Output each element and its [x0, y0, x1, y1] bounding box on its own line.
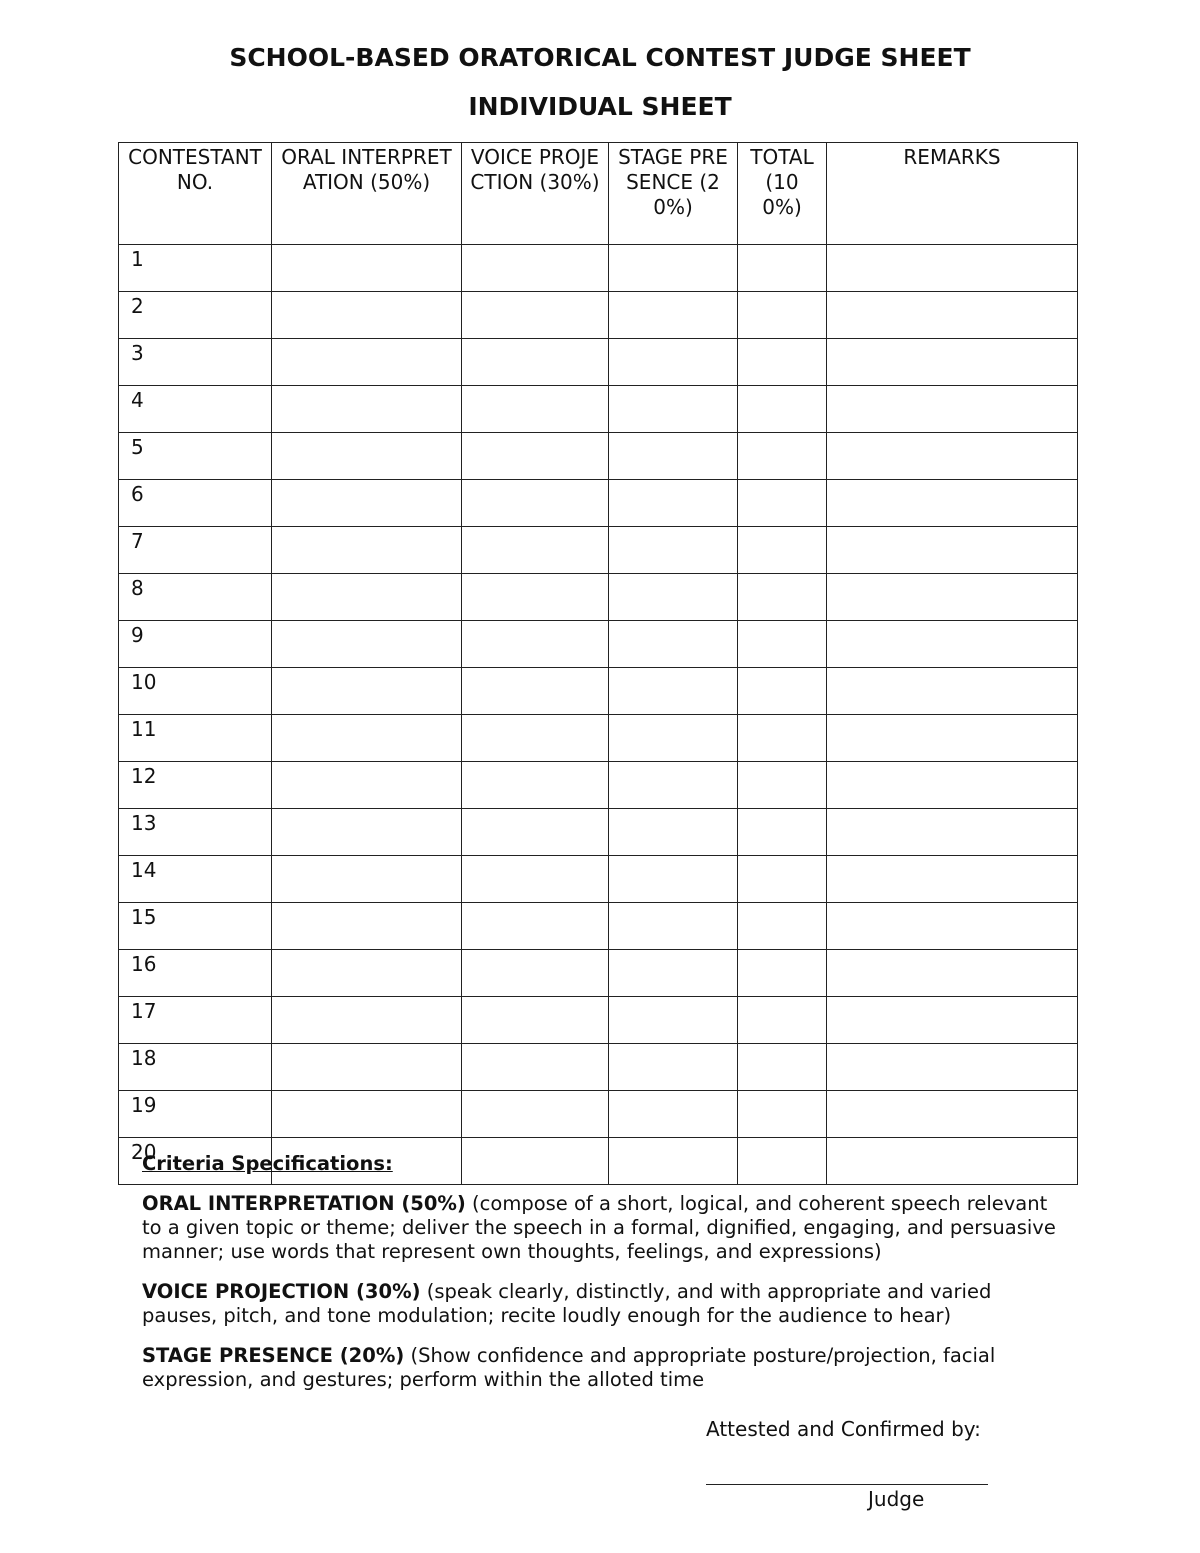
contestant-number-cell: 6	[119, 480, 272, 527]
table-row	[119, 433, 1078, 480]
table-row	[119, 1091, 1078, 1138]
total-cell[interactable]	[738, 809, 827, 856]
total-cell[interactable]	[738, 762, 827, 809]
voice-projection-cell[interactable]	[462, 997, 609, 1044]
oral-interpretation-cell[interactable]	[272, 856, 462, 903]
header-contestant-no: CONTESTANT NO.	[119, 143, 272, 245]
contestant-number-cell: 3	[119, 339, 272, 386]
remarks-cell[interactable]	[827, 621, 1078, 668]
stage-presence-cell[interactable]	[609, 762, 738, 809]
remarks-cell[interactable]	[827, 339, 1078, 386]
total-cell[interactable]	[738, 292, 827, 339]
total-cell[interactable]	[738, 903, 827, 950]
contestant-number-cell: 19	[119, 1091, 272, 1138]
table-header-row	[119, 143, 1078, 245]
remarks-cell[interactable]	[827, 1091, 1078, 1138]
stage-presence-cell[interactable]	[609, 903, 738, 950]
oral-interpretation-cell[interactable]	[272, 668, 462, 715]
total-cell[interactable]	[738, 245, 827, 292]
stage-presence-cell[interactable]	[609, 386, 738, 433]
total-cell[interactable]	[738, 339, 827, 386]
stage-presence-cell[interactable]	[609, 480, 738, 527]
remarks-cell[interactable]	[827, 668, 1078, 715]
stage-presence-cell[interactable]	[609, 715, 738, 762]
page-title: SCHOOL-BASED ORATORICAL CONTEST JUDGE SHEET	[229, 43, 971, 72]
table-row	[119, 527, 1078, 574]
contestant-number-cell: 4	[119, 386, 272, 433]
criteria-stage-presence	[142, 1344, 1062, 1392]
oral-interpretation-cell[interactable]	[272, 433, 462, 480]
oral-interpretation-cell[interactable]	[272, 950, 462, 997]
remarks-cell[interactable]	[827, 809, 1078, 856]
remarks-cell[interactable]	[827, 480, 1078, 527]
stage-presence-cell[interactable]	[609, 433, 738, 480]
criteria-label: VOICE PROJECTION (30%)	[142, 1280, 421, 1303]
criteria-label: ORAL INTERPRETATION (50%)	[142, 1192, 466, 1215]
voice-projection-cell[interactable]	[462, 715, 609, 762]
contestant-number-cell: 12	[119, 762, 272, 809]
table-row	[119, 762, 1078, 809]
contestant-number-cell: 2	[119, 292, 272, 339]
signature-line	[706, 1484, 988, 1485]
voice-projection-cell[interactable]	[462, 1091, 609, 1138]
table-row	[119, 621, 1078, 668]
total-cell[interactable]	[738, 856, 827, 903]
header-oral-interpretation: ORAL INTERPRETATION (50%)	[272, 143, 462, 245]
judge-score-table	[118, 142, 1078, 1185]
oral-interpretation-cell[interactable]	[272, 292, 462, 339]
total-cell[interactable]	[738, 433, 827, 480]
criteria-oral-interpretation	[142, 1192, 1062, 1264]
table-row	[119, 480, 1078, 527]
stage-presence-cell[interactable]	[609, 292, 738, 339]
voice-projection-cell[interactable]	[462, 762, 609, 809]
table-row	[119, 339, 1078, 386]
remarks-cell[interactable]	[827, 856, 1078, 903]
oral-interpretation-cell[interactable]	[272, 339, 462, 386]
contestant-number-cell: 9	[119, 621, 272, 668]
contestant-number-cell: 7	[119, 527, 272, 574]
voice-projection-cell[interactable]	[462, 903, 609, 950]
header-stage-presence: STAGE PRESENCE (20%)	[609, 143, 738, 245]
stage-presence-cell[interactable]	[609, 1091, 738, 1138]
voice-projection-cell[interactable]	[462, 621, 609, 668]
table-row	[119, 668, 1078, 715]
remarks-cell[interactable]	[827, 762, 1078, 809]
contestant-number-cell: 11	[119, 715, 272, 762]
attest-label: Attested and Confirmed by:	[706, 1417, 981, 1441]
voice-projection-cell[interactable]	[462, 245, 609, 292]
contestant-number-cell: 8	[119, 574, 272, 621]
stage-presence-cell[interactable]	[609, 1044, 738, 1091]
table-row	[119, 386, 1078, 433]
stage-presence-cell[interactable]	[609, 621, 738, 668]
voice-projection-cell[interactable]	[462, 574, 609, 621]
remarks-cell[interactable]	[827, 386, 1078, 433]
total-cell[interactable]	[738, 715, 827, 762]
remarks-cell[interactable]	[827, 903, 1078, 950]
voice-projection-cell[interactable]	[462, 386, 609, 433]
total-cell[interactable]	[738, 1091, 827, 1138]
voice-projection-cell[interactable]	[462, 480, 609, 527]
stage-presence-cell[interactable]	[609, 950, 738, 997]
oral-interpretation-cell[interactable]	[272, 762, 462, 809]
header-voice-projection: VOICE PROJECTION (30%)	[462, 143, 609, 245]
contestant-number-cell: 5	[119, 433, 272, 480]
stage-presence-cell[interactable]	[609, 668, 738, 715]
oral-interpretation-cell[interactable]	[272, 574, 462, 621]
total-cell[interactable]	[738, 480, 827, 527]
oral-interpretation-cell[interactable]	[272, 480, 462, 527]
table-row	[119, 903, 1078, 950]
remarks-cell[interactable]	[827, 245, 1078, 292]
oral-interpretation-cell[interactable]	[272, 903, 462, 950]
header-total: TOTAL (100%)	[738, 143, 827, 245]
remarks-cell[interactable]	[827, 292, 1078, 339]
oral-interpretation-cell[interactable]	[272, 386, 462, 433]
contestant-number-cell: 20	[119, 1138, 272, 1185]
contestant-number-cell: 1	[119, 245, 272, 292]
remarks-cell[interactable]	[827, 574, 1078, 621]
table-row	[119, 292, 1078, 339]
total-cell[interactable]	[738, 527, 827, 574]
total-cell[interactable]	[738, 997, 827, 1044]
criteria-specifications	[142, 1152, 1062, 1408]
table-row	[119, 715, 1078, 762]
voice-projection-cell[interactable]	[462, 950, 609, 997]
criteria-description: (speak clearly, distinctly, and with appropriate and varied pauses, pitch, and tone modulation; recite loudly enough for the audience to hear)	[142, 1280, 992, 1327]
criteria-description: (Show confidence and appropriate posture/projection, facial expression, and gestures; perform within the alloted time	[142, 1344, 996, 1391]
contestant-number-cell: 18	[119, 1044, 272, 1091]
contestant-number-cell: 14	[119, 856, 272, 903]
table-row	[119, 1044, 1078, 1091]
stage-presence-cell[interactable]	[609, 245, 738, 292]
table-row	[119, 856, 1078, 903]
oral-interpretation-cell[interactable]	[272, 809, 462, 856]
criteria-description: (compose of a short, logical, and coherent speech relevant to a given topic or theme; deliver the speech in a formal, dignified, engaging, and persuasive manner; use words that represent own thoughts, feelings, and expressions)	[142, 1192, 1056, 1263]
oral-interpretation-cell[interactable]	[272, 715, 462, 762]
stage-presence-cell[interactable]	[609, 809, 738, 856]
oral-interpretation-cell[interactable]	[272, 997, 462, 1044]
voice-projection-cell[interactable]	[462, 292, 609, 339]
judge-label: Judge	[868, 1487, 925, 1511]
oral-interpretation-cell[interactable]	[272, 1044, 462, 1091]
header-remarks: REMARKS	[827, 143, 1078, 245]
voice-projection-cell[interactable]	[462, 1044, 609, 1091]
criteria-label: STAGE PRESENCE (20%)	[142, 1344, 405, 1367]
voice-projection-cell[interactable]	[462, 668, 609, 715]
voice-projection-cell[interactable]	[462, 856, 609, 903]
oral-interpretation-cell[interactable]	[272, 621, 462, 668]
contestant-number-cell: 16	[119, 950, 272, 997]
stage-presence-cell[interactable]	[609, 997, 738, 1044]
oral-interpretation-cell[interactable]	[272, 245, 462, 292]
oral-interpretation-cell[interactable]	[272, 1091, 462, 1138]
contestant-number-cell: 17	[119, 997, 272, 1044]
remarks-cell[interactable]	[827, 950, 1078, 997]
total-cell[interactable]	[738, 1044, 827, 1091]
remarks-cell[interactable]	[827, 997, 1078, 1044]
total-cell[interactable]	[738, 621, 827, 668]
table-row	[119, 809, 1078, 856]
total-cell[interactable]	[738, 386, 827, 433]
contestant-number-cell: 10	[119, 668, 272, 715]
remarks-cell[interactable]	[827, 715, 1078, 762]
criteria-voice-projection	[142, 1280, 1062, 1328]
total-cell[interactable]	[738, 950, 827, 997]
criteria-heading: Criteria Specifications:	[142, 1152, 393, 1175]
total-cell[interactable]	[738, 574, 827, 621]
contestant-number-cell: 15	[119, 903, 272, 950]
stage-presence-cell[interactable]	[609, 527, 738, 574]
voice-projection-cell[interactable]	[462, 809, 609, 856]
remarks-cell[interactable]	[827, 527, 1078, 574]
stage-presence-cell[interactable]	[609, 574, 738, 621]
contestant-number-cell: 13	[119, 809, 272, 856]
remarks-cell[interactable]	[827, 433, 1078, 480]
page-subtitle: INDIVIDUAL SHEET	[468, 92, 732, 121]
voice-projection-cell[interactable]	[462, 339, 609, 386]
table-row	[119, 997, 1078, 1044]
voice-projection-cell[interactable]	[462, 433, 609, 480]
table-row	[119, 950, 1078, 997]
table-row	[119, 245, 1078, 292]
stage-presence-cell[interactable]	[609, 856, 738, 903]
oral-interpretation-cell[interactable]	[272, 527, 462, 574]
stage-presence-cell[interactable]	[609, 339, 738, 386]
total-cell[interactable]	[738, 668, 827, 715]
table-row	[119, 574, 1078, 621]
remarks-cell[interactable]	[827, 1044, 1078, 1091]
voice-projection-cell[interactable]	[462, 527, 609, 574]
